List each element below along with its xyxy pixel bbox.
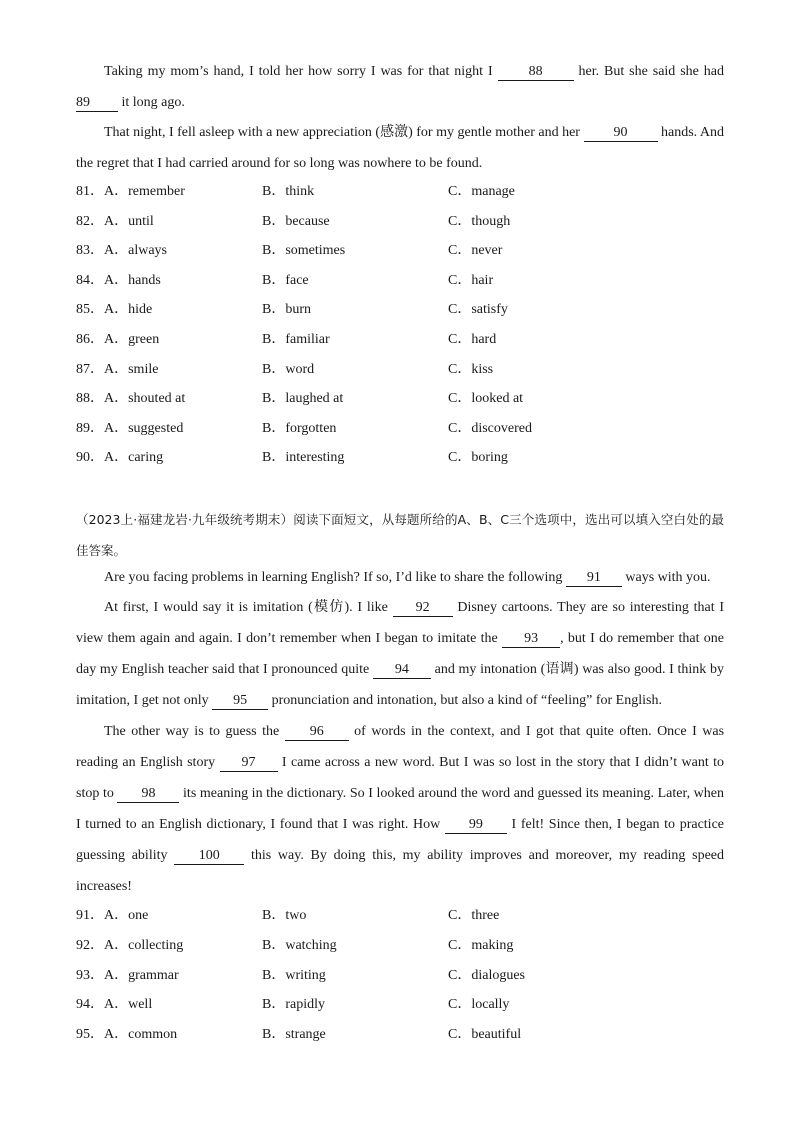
question-row — [76, 182, 724, 202]
question-row — [76, 241, 724, 261]
question-row — [76, 360, 724, 380]
question-row — [76, 330, 724, 350]
text: I came across a new word. But I was so lost in the story that I didn’t want to stop to — [76, 755, 725, 801]
question-number: 86． — [76, 332, 104, 347]
question-number: 83． — [76, 243, 104, 258]
option-b: B．familiar — [262, 332, 330, 347]
option-a: A．smile — [104, 362, 159, 377]
question-number: 84． — [76, 273, 104, 288]
option-a: A．grammar — [104, 968, 179, 983]
text: it long ago. — [121, 95, 185, 110]
option-b: B．because — [262, 214, 330, 229]
question-row — [76, 300, 724, 320]
question-row — [76, 936, 724, 956]
blank-97: 97 — [220, 754, 278, 772]
option-c: C．discovered — [448, 421, 532, 436]
option-a: A．always — [104, 243, 167, 258]
option-a: A．suggested — [104, 421, 184, 436]
question-row — [76, 906, 724, 926]
question-number: 89． — [76, 421, 104, 436]
text: , but I do remember that one day my English teacher said that I pronounced quite — [76, 631, 724, 677]
question-number: 85． — [76, 302, 104, 317]
blank-98: 98 — [117, 785, 179, 803]
passage1-paragraph-1 — [76, 56, 724, 118]
question-number: 82． — [76, 214, 104, 229]
option-c: C．locally — [448, 997, 510, 1012]
blank-92: 92 — [393, 599, 453, 617]
question-row — [76, 389, 724, 409]
text: That night, I fell asleep with a new appreciation (感激) for my gentle mother and her — [104, 125, 580, 140]
option-c: C．hard — [448, 332, 497, 347]
question-number: 91． — [76, 908, 104, 923]
option-a: A．collecting — [104, 938, 184, 953]
option-b: B．interesting — [262, 450, 345, 465]
blank-99: 99 — [445, 816, 507, 834]
question-number: 95． — [76, 1027, 104, 1042]
blank-100: 100 — [174, 847, 244, 865]
option-c: C．manage — [448, 184, 515, 199]
question-row — [76, 966, 724, 986]
text: I felt! Since then, I began to practice guessing ability — [76, 817, 724, 863]
question-number: 94． — [76, 997, 104, 1012]
option-a: A．well — [104, 997, 153, 1012]
option-b: B．think — [262, 184, 315, 199]
blank-93: 93 — [502, 630, 560, 648]
text: and my intonation (语调) was also good. I think by imitation, I get not only — [76, 662, 724, 708]
passage1-paragraph-2 — [76, 117, 724, 179]
option-a: A．hands — [104, 273, 161, 288]
text: Disney cartoons. They are so interesting that I view them again and again. I don’t remember when I began to imitate the — [76, 600, 725, 646]
question-row — [76, 448, 724, 468]
option-a: A．hide — [104, 302, 153, 317]
passage2-paragraph-1 — [76, 562, 724, 593]
option-c: C．boring — [448, 450, 508, 465]
section2-heading: （2023上·福建龙岩·九年级统考期末）阅读下面短文，从每题所给的A、B、C三个选项中，选出可以填入空白处的最佳答案。 — [76, 512, 724, 558]
blank-90: 90 — [584, 124, 658, 142]
blank-88: 88 — [498, 63, 574, 81]
text: At first, I would say it is imitation (模仿). I like — [104, 600, 388, 615]
option-c: C．satisfy — [448, 302, 508, 317]
blank-94: 94 — [373, 661, 431, 679]
question-number: 87． — [76, 362, 104, 377]
text: its meaning in the dictionary. So I looked around the word and guessed its meaning. Later, when I turned to an English dictionary, I found that I was right. How — [76, 786, 725, 832]
question-row — [76, 212, 724, 232]
question-row — [76, 271, 724, 291]
option-b: B．word — [262, 362, 315, 377]
question-row — [76, 995, 724, 1015]
option-c: C．making — [448, 938, 514, 953]
option-b: B．sometimes — [262, 243, 346, 258]
text: Taking my mom’s hand, I told her how sorry I was for that night I — [104, 64, 493, 79]
text: ways with you. — [625, 570, 711, 585]
option-c: C．hair — [448, 273, 494, 288]
option-b: B．laughed at — [262, 391, 344, 406]
option-c: C．three — [448, 908, 500, 923]
text: her. But she said she had — [578, 64, 725, 79]
option-a: A．shouted at — [104, 391, 186, 406]
question-number: 81． — [76, 184, 104, 199]
option-b: B．burn — [262, 302, 311, 317]
question-row — [76, 419, 724, 439]
question-number: 88． — [76, 391, 104, 406]
passage2-paragraph-3 — [76, 716, 724, 902]
question-number: 93． — [76, 968, 104, 983]
option-c: C．beautiful — [448, 1027, 522, 1042]
option-b: B．two — [262, 908, 307, 923]
option-a: A．caring — [104, 450, 164, 465]
text: this way. By doing this, my ability improves and moreover, my reading speed increases! — [76, 848, 725, 894]
option-a: A．one — [104, 908, 149, 923]
text: of words in the context, and I got that quite often. Once I was reading an English story — [76, 724, 725, 770]
text: Are you facing problems in learning English? If so, I’d like to share the following — [104, 570, 563, 585]
question-number: 92． — [76, 938, 104, 953]
option-b: B．rapidly — [262, 997, 325, 1012]
text: pronunciation and intonation, but also a kind of “feeling” for English. — [271, 693, 662, 708]
text: The other way is to guess the — [104, 724, 280, 739]
option-a: A．until — [104, 214, 154, 229]
option-b: B．strange — [262, 1027, 326, 1042]
option-c: C．though — [448, 214, 511, 229]
option-b: B．writing — [262, 968, 326, 983]
passage2-paragraph-2 — [76, 592, 724, 716]
option-a: A．green — [104, 332, 160, 347]
option-b: B．face — [262, 273, 309, 288]
option-b: B．watching — [262, 938, 337, 953]
option-b: B．forgotten — [262, 421, 337, 436]
option-c: C．looked at — [448, 391, 524, 406]
blank-91: 91 — [566, 569, 622, 587]
blank-96: 96 — [285, 723, 349, 741]
option-c: C．kiss — [448, 362, 494, 377]
option-c: C．never — [448, 243, 503, 258]
blank-89: 89 — [76, 94, 118, 112]
question-row — [76, 1025, 724, 1045]
blank-95: 95 — [212, 692, 268, 710]
option-a: A．common — [104, 1027, 178, 1042]
option-c: C．dialogues — [448, 968, 525, 983]
question-number: 90． — [76, 450, 104, 465]
text: hands. And the regret that I had carried around for so long was nowhere to be found. — [76, 125, 725, 171]
option-a: A．remember — [104, 184, 185, 199]
